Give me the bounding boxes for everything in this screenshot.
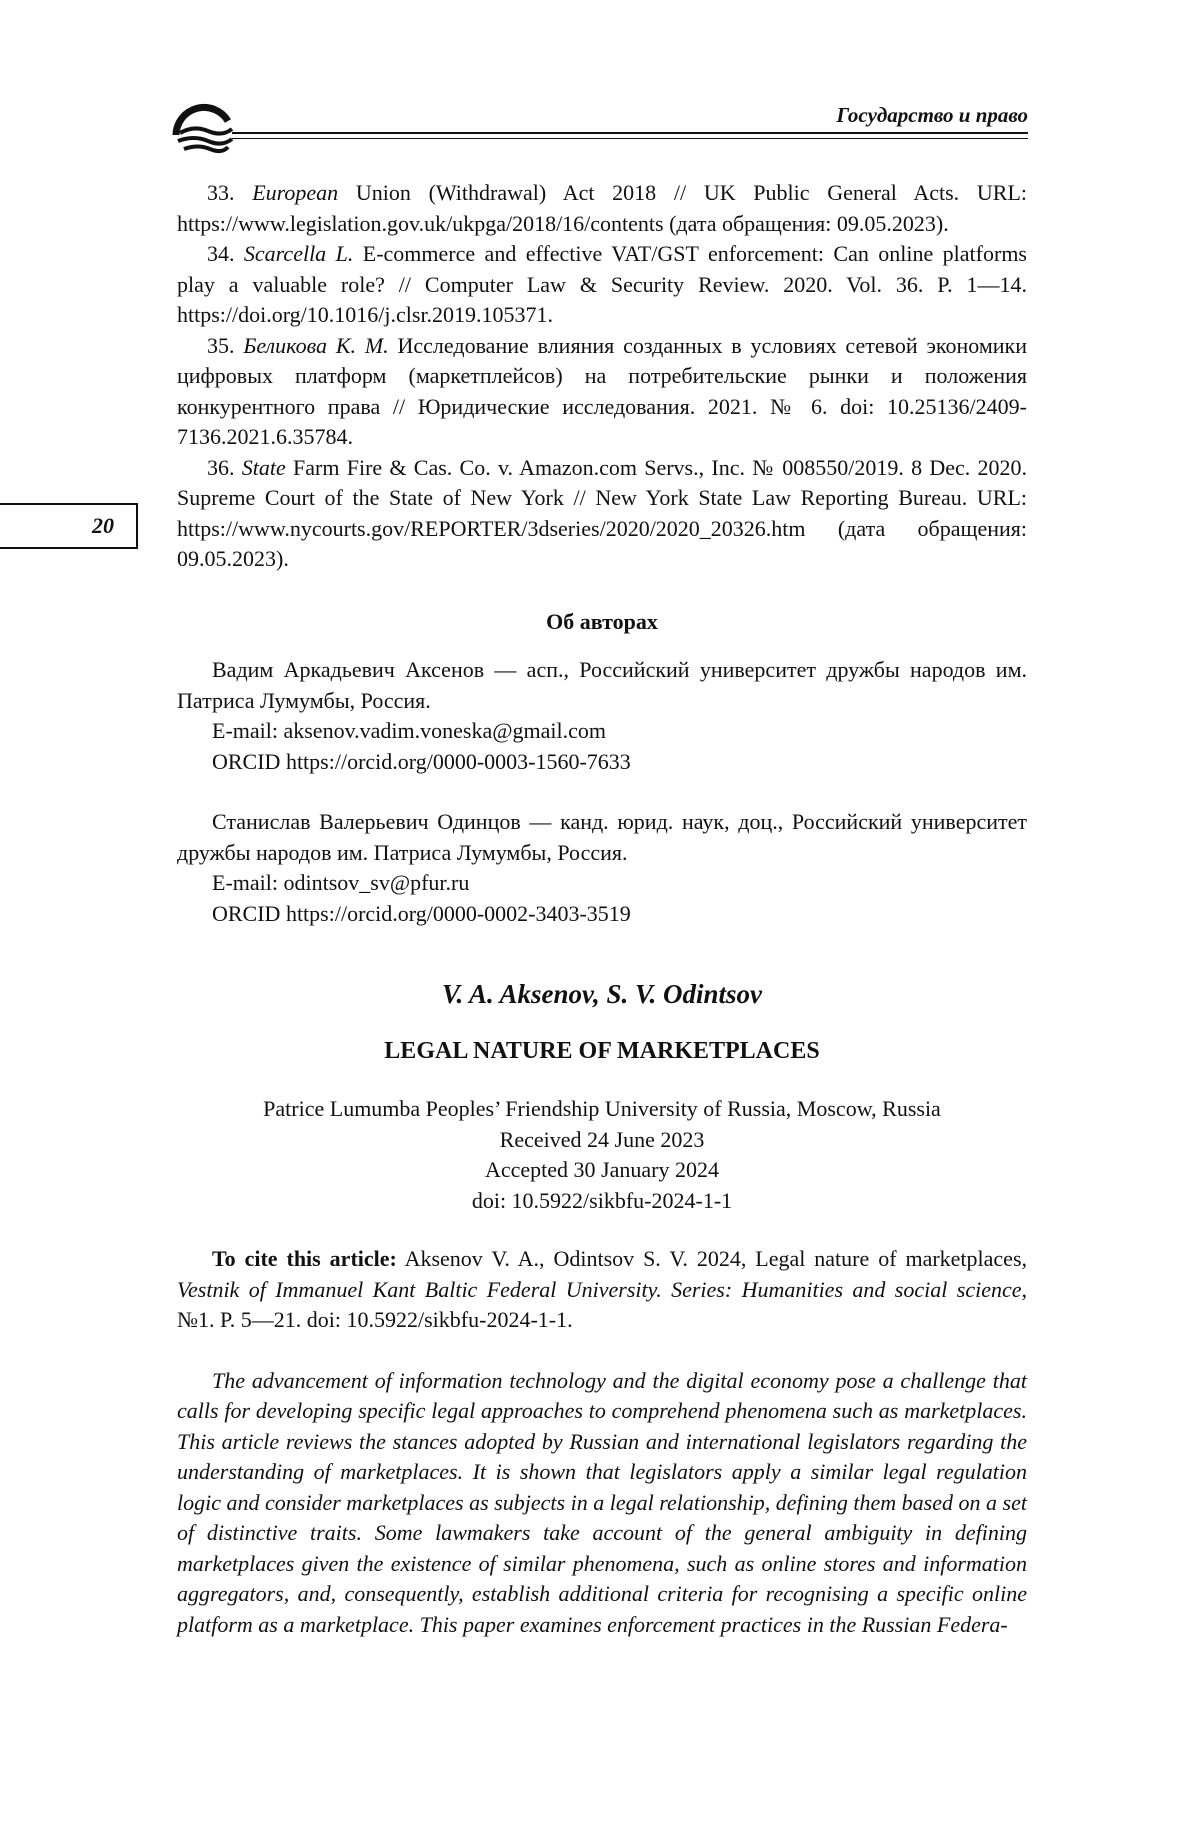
page-content [177, 178, 1027, 1640]
english-authors: V. A. Aksenov, S. V. Odintsov [441, 979, 763, 1009]
journal-wave-logo-icon [170, 95, 238, 155]
reference-item: 36. State Farm Fire & Cas. Co. v. Amazon.com Servs., Inc. № 008550/2019. 8 Dec. 2020. Supreme Court of the State of New York // New York State Law Reporting Bureau. URL: https://www.nycourts.gov/REPORTER/3dseries/2020/2020_20326.htm (дата обращения: 09.05.2023). [177, 454, 1028, 571]
citation-label: To cite this article: [212, 1246, 397, 1271]
page-number: 20 [92, 513, 114, 538]
header-rule [232, 132, 1028, 134]
page-number-box [0, 503, 138, 549]
author-orcid: ORCID https://orcid.org/0000-0003-1560-7633 [212, 748, 631, 774]
reference-item: 35. Беликова К. М. Исследование влияния созданных в условиях сетевой экономики цифровых платформ (маркетплейсов) на потребительские рынки и положения конкурентного права // Юридические исследования. 2021. № 6. doi: 10.25136/2409-7136.2021.6.35784. [177, 332, 1028, 449]
reference-list [177, 178, 1027, 575]
author-bio: Станислав Валерьевич Одинцов — канд. юрид. наук, доц., Российский университет дружбы народов им. Патриса Лумумбы, Россия. [177, 809, 1027, 865]
english-article-title: LEGAL NATURE OF MARKETPLACES [384, 1037, 820, 1064]
citation: To cite this article: Aksenov V. A., Odintsov S. V. 2024, Legal nature of marketplaces, Vestnik of Immanuel Kant Baltic Federal University. Series: Humanities and social science, №1. P. 5—21. doi: 10.5922/sikbfu-2024-1-1. [177, 1246, 1028, 1332]
accepted-date: Accepted 30 January 2024 [485, 1157, 719, 1182]
reference-item: 33. European Union (Withdrawal) Act 2018 // UK Public General Acts. URL: https://www.legislation.gov.uk/ukpga/2018/16/contents (дата обращения: 09.05.2023). [177, 180, 1028, 236]
citation-journal: Vestnik of Immanuel Kant Baltic Federal University. Series: Humanities and social science [177, 1276, 1022, 1302]
running-header [170, 95, 1028, 155]
header-rule-thin [232, 138, 1028, 139]
about-authors-title: Об авторах [546, 608, 658, 634]
journal-title: Государство и право [836, 103, 1028, 127]
author-block [177, 655, 1027, 777]
reference-item: 34. Scarcella L. E-commerce and effective VAT/GST enforcement: Can online platforms play a valuable role? // Computer Law & Security Review. 2020. Vol. 36. P. 1—14. https://doi.org/10.1016/j.clsr.2019.105371. [177, 241, 1027, 327]
author-email: E-mail: odintsov_sv@pfur.ru [212, 870, 470, 895]
author-block [177, 807, 1027, 929]
article-doi: doi: 10.5922/sikbfu-2024-1-1 [471, 1187, 733, 1213]
abstract: The advancement of information technology and the digital economy pose a challenge that calls for developing specific legal approaches to comprehend phenomena such as marketplaces. This article reviews the stances adopted by Russian and international legislators regarding the understanding of marketplaces. It is shown that legislators apply a similar legal regulation logic and consider marketplaces as subjects in a legal relationship, defining them based on a set of distinctive traits. Some lawmakers take account of the general ambiguity in defining marketplaces given the existence of similar phenomena, such as online stores and information aggregators, and, consequently, establish additional criteria for recognising a specific online platform as a marketplace. This paper examines enforcement practices in the Russian Federa- [177, 1367, 1027, 1637]
author-bio: Вадим Аркадьевич Аксенов — асп., Российский университет дружбы народов им. Патриса Лумумбы, Россия. [177, 657, 1027, 713]
author-email: E-mail: aksenov.vadim.voneska@gmail.com [212, 718, 606, 743]
author-orcid: ORCID https://orcid.org/0000-0002-3403-3519 [212, 900, 631, 926]
received-date: Received 24 June 2023 [499, 1126, 705, 1152]
affiliation: Patrice Lumumba Peoples’ Friendship University of Russia, Moscow, Russia [263, 1096, 941, 1121]
